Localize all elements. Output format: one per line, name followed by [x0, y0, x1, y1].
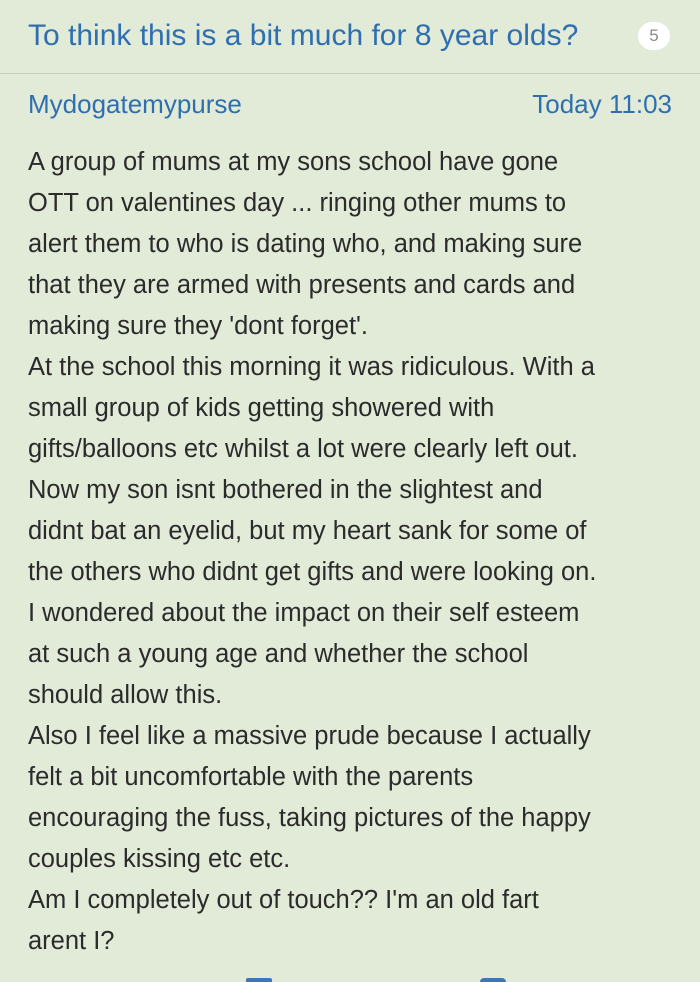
- post-author[interactable]: Mydogatemypurse: [28, 89, 242, 119]
- action-icon-cutoff[interactable]: [246, 978, 272, 982]
- post-line: encouraging the fuss, taking pictures of the happy: [28, 804, 591, 832]
- post-line: couples kissing etc etc.: [28, 845, 291, 873]
- post-line: making sure they 'dont forget'.: [28, 312, 369, 340]
- post-line: didnt bat an eyelid, but my heart sank for some of: [28, 517, 587, 545]
- action-icon-cutoff[interactable]: [480, 978, 506, 982]
- post-line: alert them to who is dating who, and making sure: [28, 230, 583, 258]
- post-line: should allow this.: [28, 681, 223, 709]
- post-line: Am I completely out of touch?? I'm an old fart: [28, 886, 539, 914]
- post-timestamp[interactable]: Today 11:03: [532, 89, 672, 119]
- post-line: Now my son isnt bothered in the slightest and: [28, 476, 543, 504]
- post-actions-cutoff: [0, 972, 700, 982]
- post-meta: [0, 84, 700, 124]
- post-line: I wondered about the impact on their self esteem: [28, 599, 580, 627]
- post-line: gifts/balloons etc whilst a lot were clearly left out.: [28, 435, 578, 463]
- thread-title[interactable]: To think this is a bit much for 8 year olds?: [28, 19, 579, 52]
- post-line: at such a young age and whether the school: [28, 640, 529, 668]
- post-line: At the school this morning it was ridiculous. With a: [28, 353, 595, 381]
- post-body: [28, 142, 676, 962]
- post-line: that they are armed with presents and cards and: [28, 271, 576, 299]
- post-line: felt a bit uncomfortable with the parents: [28, 763, 474, 791]
- post-line: the others who didnt get gifts and were looking on.: [28, 558, 597, 586]
- post-line: Also I feel like a massive prude because I actually: [28, 722, 591, 750]
- post-line: arent I?: [28, 927, 115, 955]
- post-line: A group of mums at my sons school have gone: [28, 148, 559, 176]
- reply-count-badge: 5: [638, 22, 670, 50]
- post-line: OTT on valentines day ... ringing other mums to: [28, 189, 567, 217]
- post-line: small group of kids getting showered with: [28, 394, 495, 422]
- thread-header: [0, 0, 700, 74]
